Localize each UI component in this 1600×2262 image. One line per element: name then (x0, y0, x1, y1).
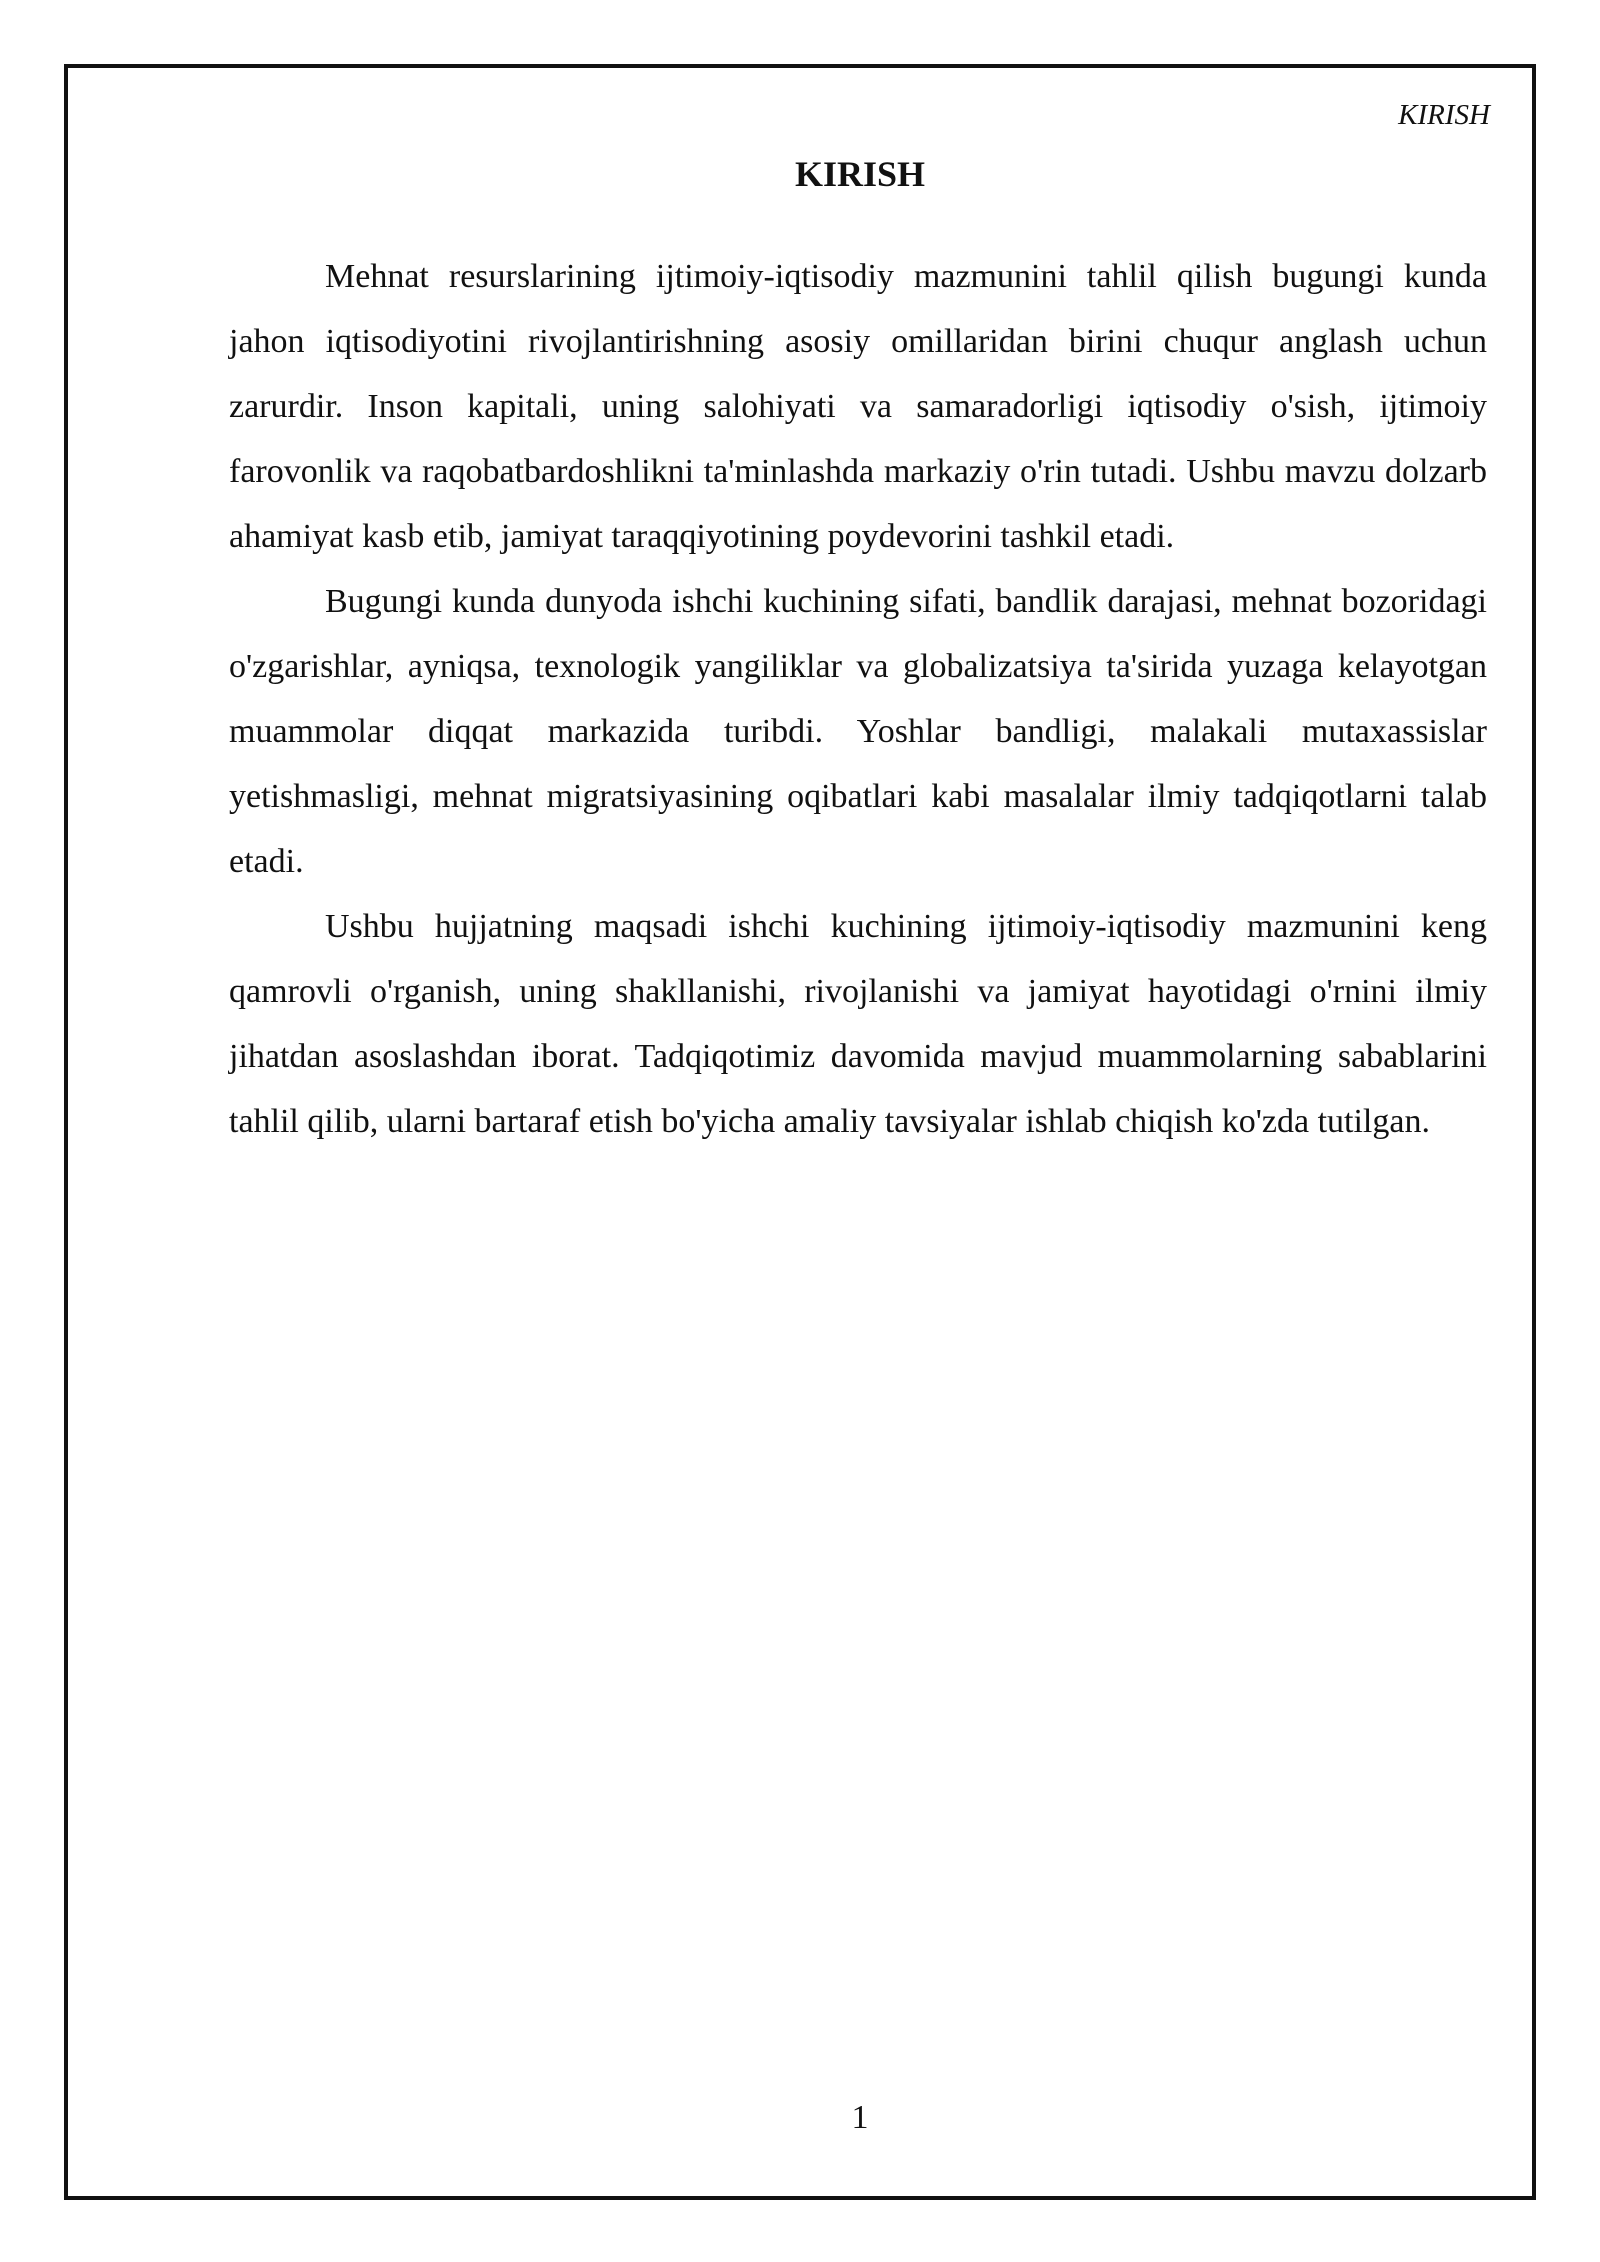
document-title: KIRISH (794, 154, 926, 194)
paragraph: Ushbu hujjatning maqsadi ishchi kuchining ijtimoiy-iqtisodiy mazmunini keng qamrovli o'rganish, uning shakllanishi, rivojlanishi va jamiyat hayotidagi o'rnini ilmiy jihatdan asoslashdan iborat. Tadqiqotimiz davomida mavjud muammolarning sabablarini tahlil qilib, ularni bartaraf etish bo'yicha amaliy tavsiyalar ishlab chiqish ko'zda tutilgan. (229, 908, 1487, 1140)
document-body (229, 244, 1487, 1154)
paragraph: Bugungi kunda dunyoda ishchi kuchining sifati, bandlik darajasi, mehnat bozoridagi o'zgarishlar, ayniqsa, texnologik yangiliklar va globalizatsiya ta'sirida yuzaga kelayotgan muammolar diqqat markazida turibdi. Yoshlar bandligi, malakali mutaxassislar yetishmasligi, mehnat migratsiyasining oqibatlari kabi masalalar ilmiy tadqiqotlarni talab etadi. (229, 583, 1487, 880)
running-header: KIRISH (1398, 99, 1490, 131)
paragraph: Mehnat resurslarining ijtimoiy-iqtisodiy mazmunini tahlil qilish bugungi kunda jahon iqtisodiyotini rivojlantirishning asosiy omillaridan birini chuqur anglash uchun zarurdir. Inson kapitali, uning salohiyati va samaradorligi iqtisodiy o'sish, ijtimoiy farovonlik va raqobatbardoshlikni ta'minlashda markaziy o'rin tutadi. Ushbu mavzu dolzarb ahamiyat kasb etib, jamiyat taraqqiyotining poydevorini tashkil etadi. (229, 258, 1487, 555)
page-number: 1 (851, 2099, 869, 2136)
